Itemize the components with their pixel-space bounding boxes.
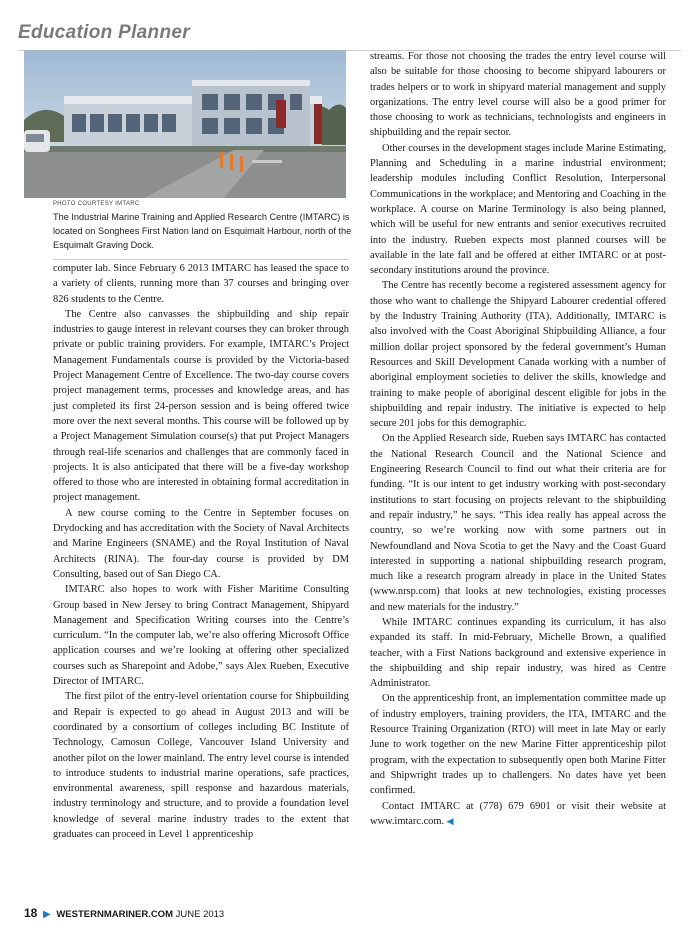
contact-text: Contact IMTARC at (778) 679 6901 or visit their website at www.imtarc.com. bbox=[370, 800, 666, 827]
photo-credit: PHOTO COURTESY IMTARC bbox=[53, 201, 140, 207]
paragraph: streams. For those not choosing the trades the entry level course will also be suitable for those choosing to become shipyard labourers or trades helpers or to work in shipyard material management and supply organizations. The entry level course will also be a good primer for those choosing to work as technicians, technologists and engineers in shipbuilding and the repair sector. bbox=[370, 51, 666, 139]
caption-divider bbox=[53, 259, 349, 260]
paragraph: On the Applied Research side, Rueben says IMTARC has contacted the National Research Council and the National Science and Engineering Research Council to find out what their criteria are for funding. “It is our intent to get industry working with post-secondary institutions to start focusing on projects relevant to the shipbuilding and repair industry,” he says. “This idea really has appeal across the country, so we’re working now with some partners out in Newfoundland and Nova Scotia to get the Navy and the Coast Guard interested in supporting a national shipbuilding research program, much like a research program already in place in the United States (www.nrsp.com) that looks at new technologies, existing processes and new materials for the industry.” bbox=[370, 433, 666, 613]
end-of-article-icon: ◀ bbox=[446, 815, 454, 826]
right-column bbox=[370, 49, 666, 829]
publication-name: WESTERNMARINER.COM bbox=[56, 909, 173, 920]
paragraph: The Centre also canvasses the shipbuilding and ship repair industries to gauge interest in relevant courses they can broker through private or public training providers. For example, IMTARC’s Project Management Fundamentals course is provided by the Victoria-based Project Management Centre of Excellence. The two-day course covers project management terms, processes and knowledge areas, and has just completed its first 24-person session and is being offered twice more over the next several months. This course will be followed up by a Project Management Simulation course(s) that put Project Managers through real-life scenarios and challenges that are commonly faced in projects. It is also anticipated that there will be a five-day workshop offered to those who are interested in obtaining formal accreditation in project management. bbox=[53, 308, 349, 504]
paragraph: The Centre has recently become a registered assessment agency for those who want to challenge the Shipyard Labourer credential offered by the Industry Training Authority (ITA). Additionally, IMTARC is also involved with the Coast Aboriginal Shipbuilding Alliance, a four million dollar project sponsored by the federal government’s Human Resources and Skill Development Canada working with a number of aboriginal employment societies to deliver the skills, knowledge and training to make people of aboriginal descent eligible for jobs in the shipbuilding and repair industry. The initiative is expected to help secure 201 jobs for this demographic. bbox=[370, 280, 666, 430]
building-illustration bbox=[24, 50, 346, 198]
left-column bbox=[53, 261, 349, 842]
paragraph: The first pilot of the entry-level orientation course for Shipbuilding and Repair is expected to go ahead in August 2013 and will be coordinated by a consortium of colleges including BC Institute of Technology, Camosun College, Vancouver Island University and another pilot on the lower mainland. The entry level course is intended to introduce students to industrial marine operations, safe practices, environmental awareness, spill response and hazardous materials, industry terminology and structure, and to provide a foundation level knowledge of several marine industry trades to the extent that graduates can proceed in Level 1 apprenticeship bbox=[53, 691, 349, 840]
issue-date: JUNE 2013 bbox=[175, 909, 225, 920]
closing-paragraph bbox=[370, 799, 666, 830]
paragraph: computer lab. Since February 6 2013 IMTARC has leased the space to a variety of clients, running more than 37 courses and bringing over 826 students to the Centre. bbox=[53, 263, 349, 305]
footer-arrow-icon: ▶ bbox=[43, 909, 51, 920]
paragraph: IMTARC also hopes to work with Fisher Maritime Consulting Group based in New Jersey to bring Contract Management, Shipyard Management and Specification Writing courses into the Centre’s curriculum. “In the computer lab, we’re also offering Microsoft Office application courses and we’re looking at offering other specialized courses such as Sharepoint and Adobe,” says Alex Rueben, Executive Director of IMTARC. bbox=[53, 584, 349, 688]
paragraph: A new course coming to the Centre in September focuses on Drydocking and has accreditation with the Society of Naval Architects and Marine Engineers (SNAME) and the Royal Institution of Naval Architects (RINA). The four-day course is provided by DM Consulting, based out of San Diego CA. bbox=[53, 507, 349, 580]
photo-caption: The Industrial Marine Training and Applied Research Centre (IMTARC) is located on Songhees First Nation land on Esquimalt Harbour, north of the Esquimalt Graving Dock. bbox=[53, 212, 352, 250]
paragraph: On the apprenticeship front, an implementation committee made up of industry employers, training providers, the ITA, IMTARC and the Resource Training Organization (RTO) will meet in late May or early June to work together on the new Marine Fitter apprenticeship pilot program, with the expectation to subsequently open both Marine Fitter and Shipwright trades up to challengers. No dates have yet been confirmed. bbox=[370, 693, 666, 797]
building-photo bbox=[24, 50, 346, 198]
section-header bbox=[18, 22, 681, 51]
paragraph: While IMTARC continues expanding its curriculum, it has also expanded its staff. In mid-February, Michelle Brown, a qualified teacher, with a First Nations background and extensive experience in the shipbuilding and ship repair industry, was hired as Centre Administrator. bbox=[370, 616, 666, 690]
page-number: 18 bbox=[24, 906, 38, 920]
page-footer bbox=[24, 906, 224, 920]
section-title: Education Planner bbox=[18, 22, 190, 43]
paragraph: Other courses in the development stages include Marine Estimating, Planning and Scheduling in a marine industrial environment; leadership modules including Conflict Resolution, Interpersonal Communications in the workplace; and Mentoring and Coaching in the workplace. A course on Marine Terminology is also being planned, which will be useful for new entrants and senior executives recruited into the industry. Rueben expects most planned courses will be available in the late fall and be offered at either IMTARC or at post-secondary institutions around the province. bbox=[370, 142, 666, 277]
